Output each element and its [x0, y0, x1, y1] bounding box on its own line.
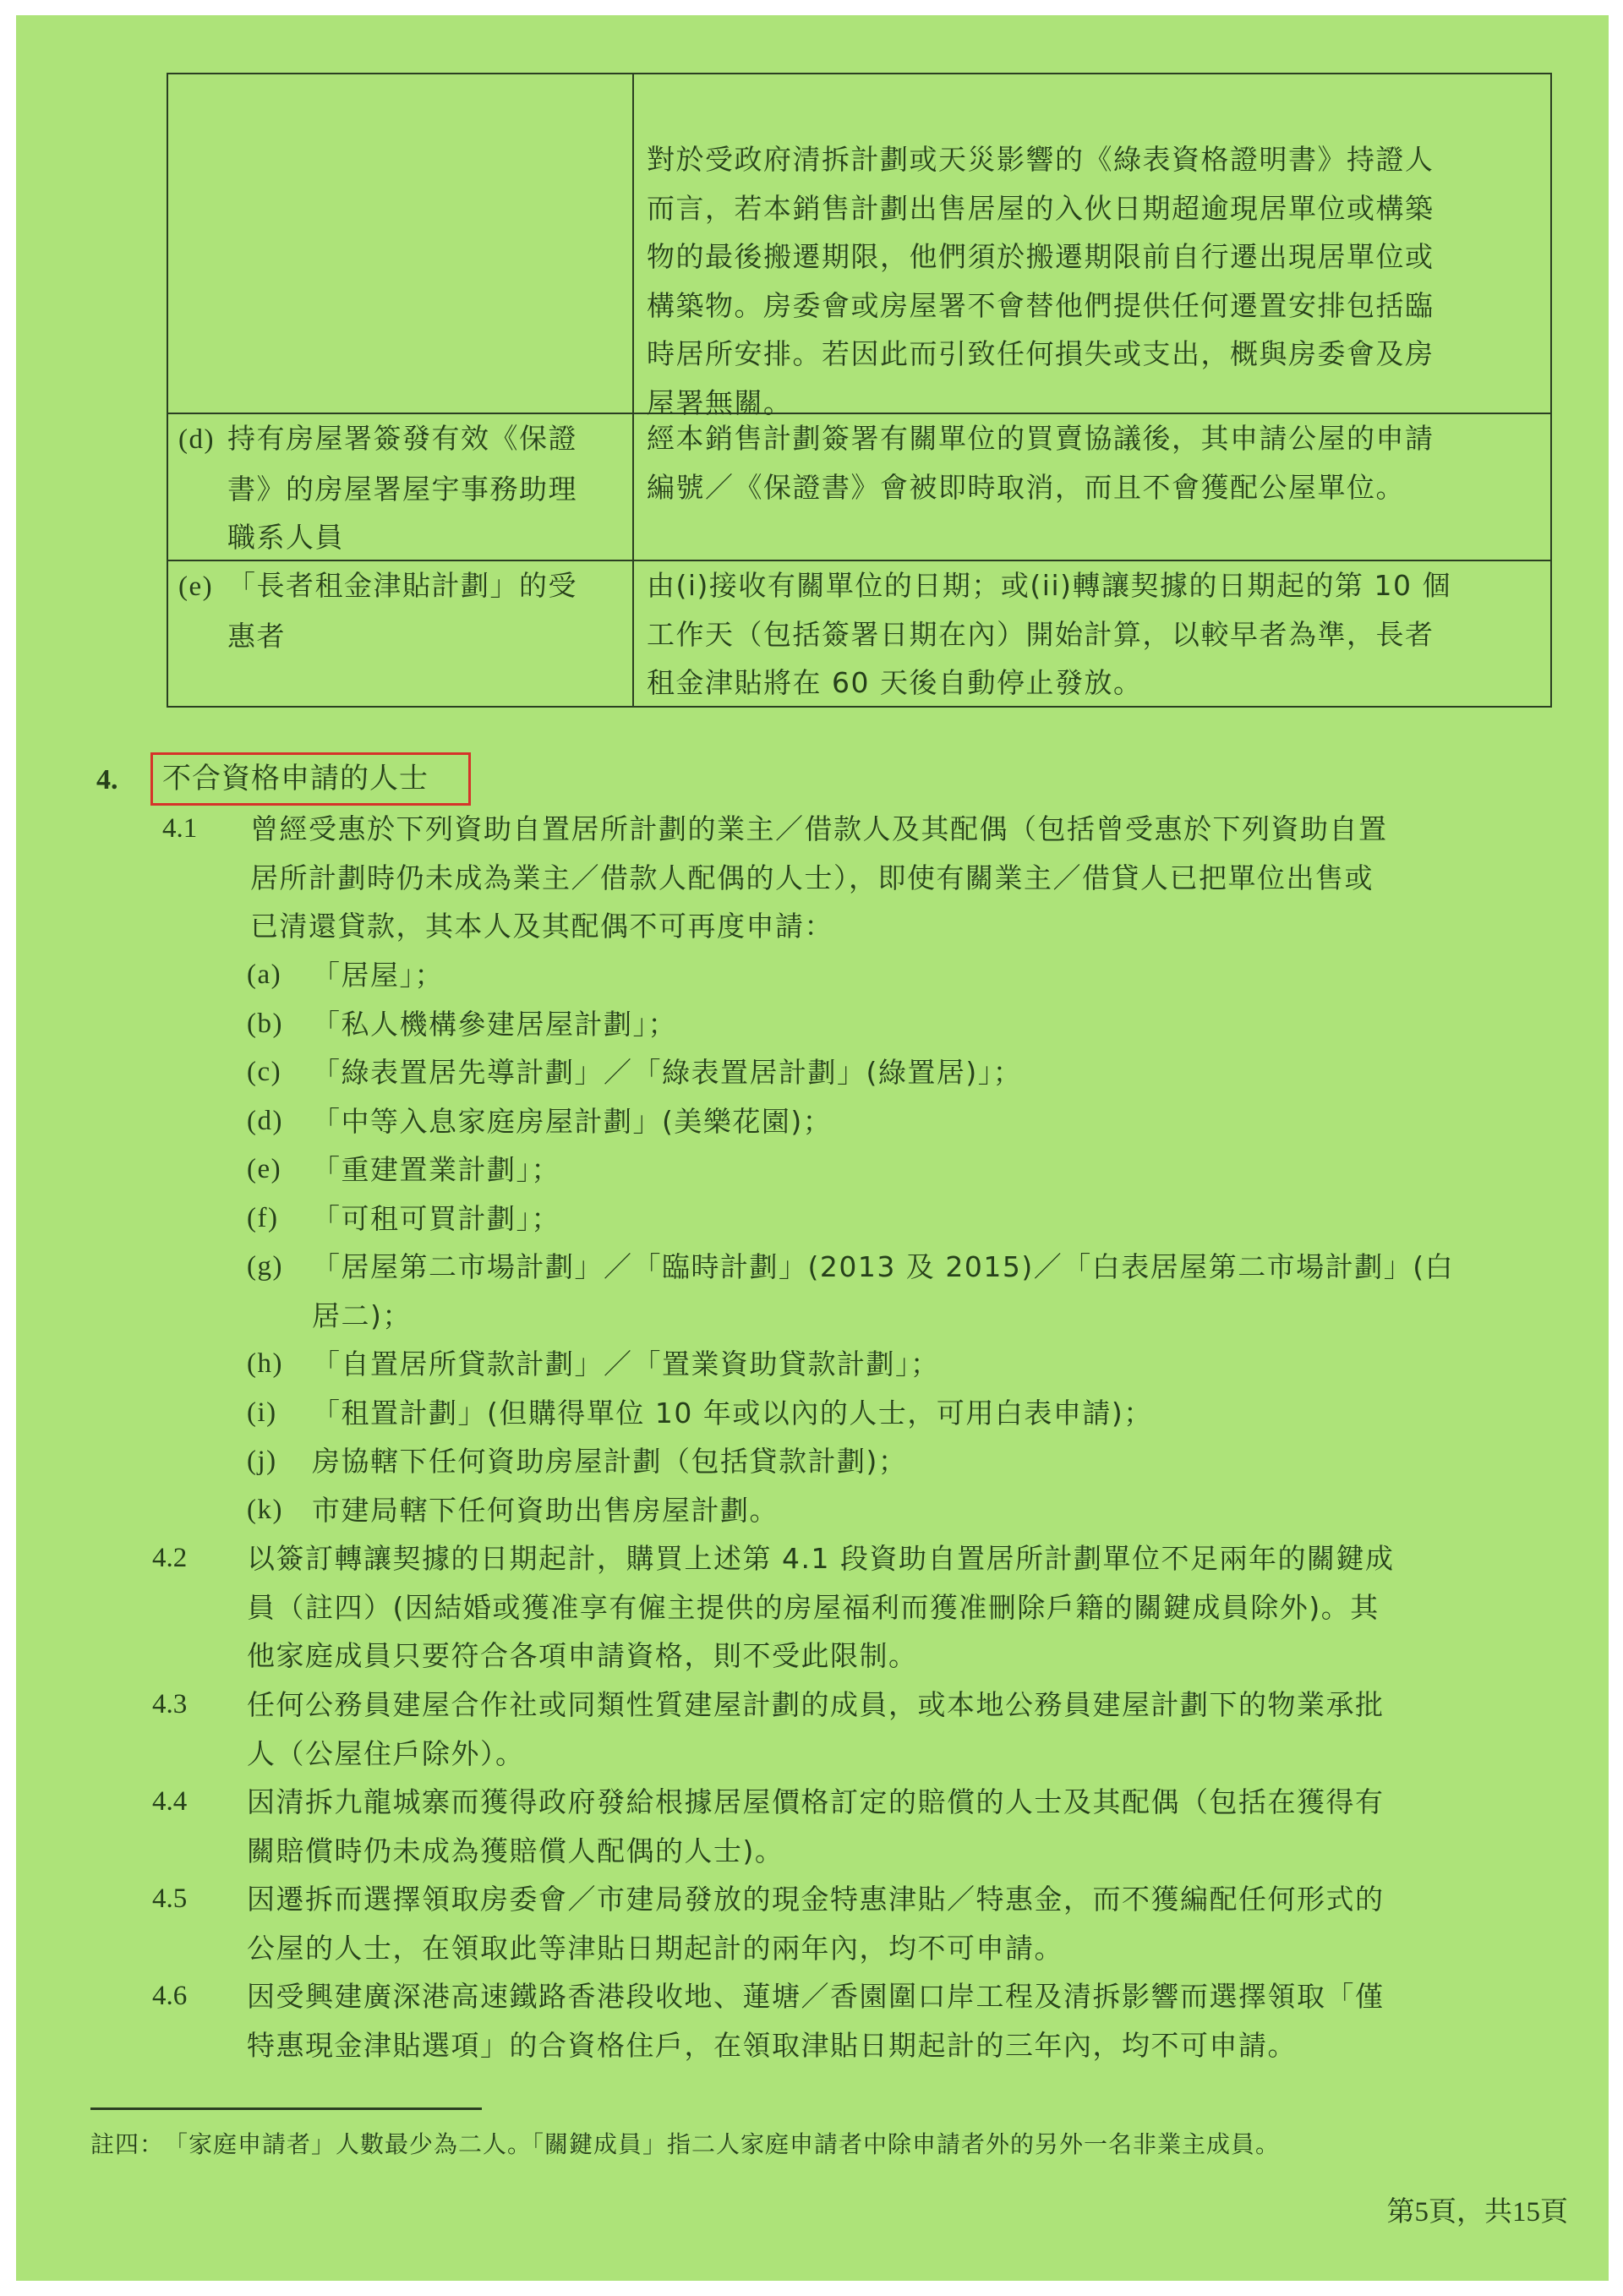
row-label: (e) — [178, 571, 214, 602]
cell-line: 職系人員 — [227, 521, 344, 554]
paragraph-4-5 — [247, 1875, 1549, 1972]
paragraph-line: 任何公務員建屋合作社或同類性質建屋計劃的成員，或本地公務員建屋計劃下的物業承批 — [247, 1688, 1385, 1721]
cell-line: 對於受政府清拆計劃或天災影響的《綠表資格證明書》持證人 — [647, 143, 1434, 176]
paragraph-4-3 — [247, 1681, 1549, 1778]
cell-line: 編號／《保證書》會被即時取消，而且不會獲配公屋單位。 — [647, 470, 1405, 504]
cell-line: 經本銷售計劃簽署有關單位的買賣協議後，其申請公屋的申請 — [647, 422, 1434, 455]
cell-line: 構築物。房委會或房屋署不會替他們提供任何遷置安排包括臨 — [647, 288, 1434, 322]
cell-line: 惠者 — [227, 619, 286, 653]
cell-line: 持有房屋署簽發有效《保證 — [227, 422, 577, 455]
paragraph-line: 特惠現金津貼選項」的合資格住戶，在領取津貼日期起計的三年內，均不可申請。 — [247, 2028, 1297, 2062]
list-item-text: 「重建置業計劃」； — [312, 1153, 560, 1186]
list-item-text: 房協轄下任何資助房屋計劃（包括貸款計劃)； — [312, 1445, 908, 1478]
paragraph-4-2 — [247, 1534, 1549, 1681]
row-label: (d) — [178, 424, 215, 455]
paragraph-number-4-2: 4.2 — [152, 1543, 188, 1573]
paragraph-4-4 — [247, 1778, 1549, 1875]
list-item-text: 「自置居所貸款計劃」／「置業資助貸款計劃」； — [312, 1348, 940, 1380]
paragraph-line: 他家庭成員只要符合各項申請資格，則不受此限制。 — [247, 1639, 918, 1672]
paragraph-line: 公屋的人士，在領取此等津貼日期起計的兩年內，均不可申請。 — [247, 1931, 1063, 1965]
paragraph-line: 因受興建廣深港高速鐵路香港段收地、蓮塘／香園圍口岸工程及清拆影響而選擇領取「僅 — [247, 1980, 1385, 2013]
paragraph-line: 以簽訂轉讓契據的日期起計，購買上述第 4.1 段資助自置居所計劃單位不足兩年的關鍵成 — [247, 1542, 1395, 1575]
cell-line: 「長者租金津貼計劃」的受 — [227, 569, 577, 602]
table-column-divider — [632, 74, 634, 706]
footnote-label: 註四： — [90, 2130, 165, 2158]
list-item-label: (k) — [247, 1495, 283, 1525]
footnote-text: 「家庭申請者」人數最少為二人。「關鍵成員」指二人家庭申請者中除申請者外的另外一名非業主成員。 — [176, 2130, 1281, 2158]
list-item-label: (e) — [247, 1154, 282, 1184]
list-item-text: 「居屋」； — [312, 959, 444, 992]
list-item-label: (g) — [247, 1251, 283, 1282]
list-item-text: 「可租可買計劃」； — [312, 1202, 560, 1235]
paragraph-number-4-1: 4.1 — [162, 813, 198, 844]
list-item-label: (i) — [247, 1397, 277, 1428]
list-item-text: 「綠表置居先導計劃」／「綠表置居計劃」(綠置居)」； — [312, 1056, 1023, 1089]
list-item-label: (h) — [247, 1348, 283, 1379]
cell-line: 租金津貼將在 60 天後自動停止發放。 — [647, 666, 1143, 699]
cell-line: 時居所安排。若因此而引致任何損失或支出，概與房委會及房 — [647, 337, 1434, 370]
list-item-text: 「居屋第二市場計劃」／「臨時計劃」(2013 及 2015)／「白表居屋第二市場計劃」(白 — [312, 1250, 1455, 1283]
cell-line: 由(i)接收有關單位的日期；或(ii)轉讓契據的日期起的第 10 個 — [647, 569, 1451, 602]
footnote-divider — [90, 2107, 482, 2110]
cell-line: 而言，若本銷售計劃出售居屋的入伙日期超逾現居單位或構築 — [647, 191, 1434, 225]
footnote — [90, 2124, 1280, 2165]
paragraph-line: 員（註四）(因結婚或獲准享有僱主提供的房屋福利而獲准刪除戶籍的關鍵成員除外)。其 — [247, 1590, 1380, 1624]
cell-line: 書》的房屋署屋宇事務助理 — [227, 472, 577, 506]
cell-line: 屋署無關。 — [647, 385, 793, 419]
paragraph-line: 曾經受惠於下列資助自置居所計劃的業主／借款人及其配偶（包括曾受惠於下列資助自置 — [250, 812, 1388, 845]
paragraph-number-4-6: 4.6 — [152, 1981, 188, 2011]
paragraph-number-4-5: 4.5 — [152, 1883, 188, 1914]
list-item-label: (d) — [247, 1106, 283, 1136]
list-item-label: (f) — [247, 1203, 279, 1233]
cell-line: 工作天（包括簽署日期在內）開始計算，以較早者為準，長者 — [647, 617, 1434, 651]
table-row-d-right-cell — [647, 414, 1543, 511]
section-title: 不合資格申請的人士 — [162, 762, 429, 795]
list-item-label: (c) — [247, 1057, 282, 1087]
table-row-1-right-cell — [647, 135, 1543, 427]
eligibility-table — [167, 73, 1552, 708]
list-item-label: (b) — [247, 1009, 283, 1039]
paragraph-line: 關賠償時仍未成為獲賠償人配偶的人士)。 — [247, 1834, 784, 1867]
paragraph-4-1 — [250, 805, 1544, 951]
list-item-text: 「私人機構參建居屋計劃」； — [312, 1008, 677, 1041]
page-number: 第5頁，共15頁 — [1386, 2197, 1568, 2228]
list-item-text: 「中等入息家庭房屋計劃」(美樂花園)； — [312, 1105, 833, 1138]
paragraph-line: 居所計劃時仍未成為業主／借款人配偶的人士），即使有關業主／借貸人已把單位出售或 — [250, 861, 1374, 894]
paragraph-line: 人（公屋住戶除外）。 — [247, 1736, 525, 1770]
document-page — [16, 15, 1609, 2281]
section-number: 4. — [96, 764, 118, 795]
list-item-text: 「租置計劃」(但購得單位 10 年或以內的人士，可用白表申請)； — [312, 1397, 1153, 1430]
table-row-d-left-cell — [178, 414, 622, 562]
paragraph-number-4-4: 4.4 — [152, 1786, 188, 1817]
list-item-label: (j) — [247, 1446, 277, 1476]
table-row-e-right-cell — [647, 561, 1543, 708]
cell-line: 物的最後搬遷期限，他們須於搬遷期限前自行遷出現居單位或 — [647, 240, 1434, 273]
paragraph-line: 因遷拆而選擇領取房委會／市建局發放的現金特惠津貼／特惠金，而不獲編配任何形式的 — [247, 1883, 1385, 1916]
paragraph-number-4-3: 4.3 — [152, 1689, 188, 1719]
list-item-label: (a) — [247, 959, 282, 990]
list-item-text: 居二)； — [312, 1299, 412, 1332]
paragraph-4-6 — [247, 1972, 1549, 2069]
list-item-text: 市建局轄下任何資助出售房屋計劃。 — [312, 1494, 779, 1527]
paragraph-line: 因清拆九龍城寨而獲得政府發給根據居屋價格訂定的賠償的人士及其配偶（包括在獲得有 — [247, 1785, 1385, 1818]
paragraph-line: 已清還貸款，其本人及其配偶不可再度申請： — [250, 910, 833, 943]
table-row-e-left-cell — [178, 561, 622, 660]
